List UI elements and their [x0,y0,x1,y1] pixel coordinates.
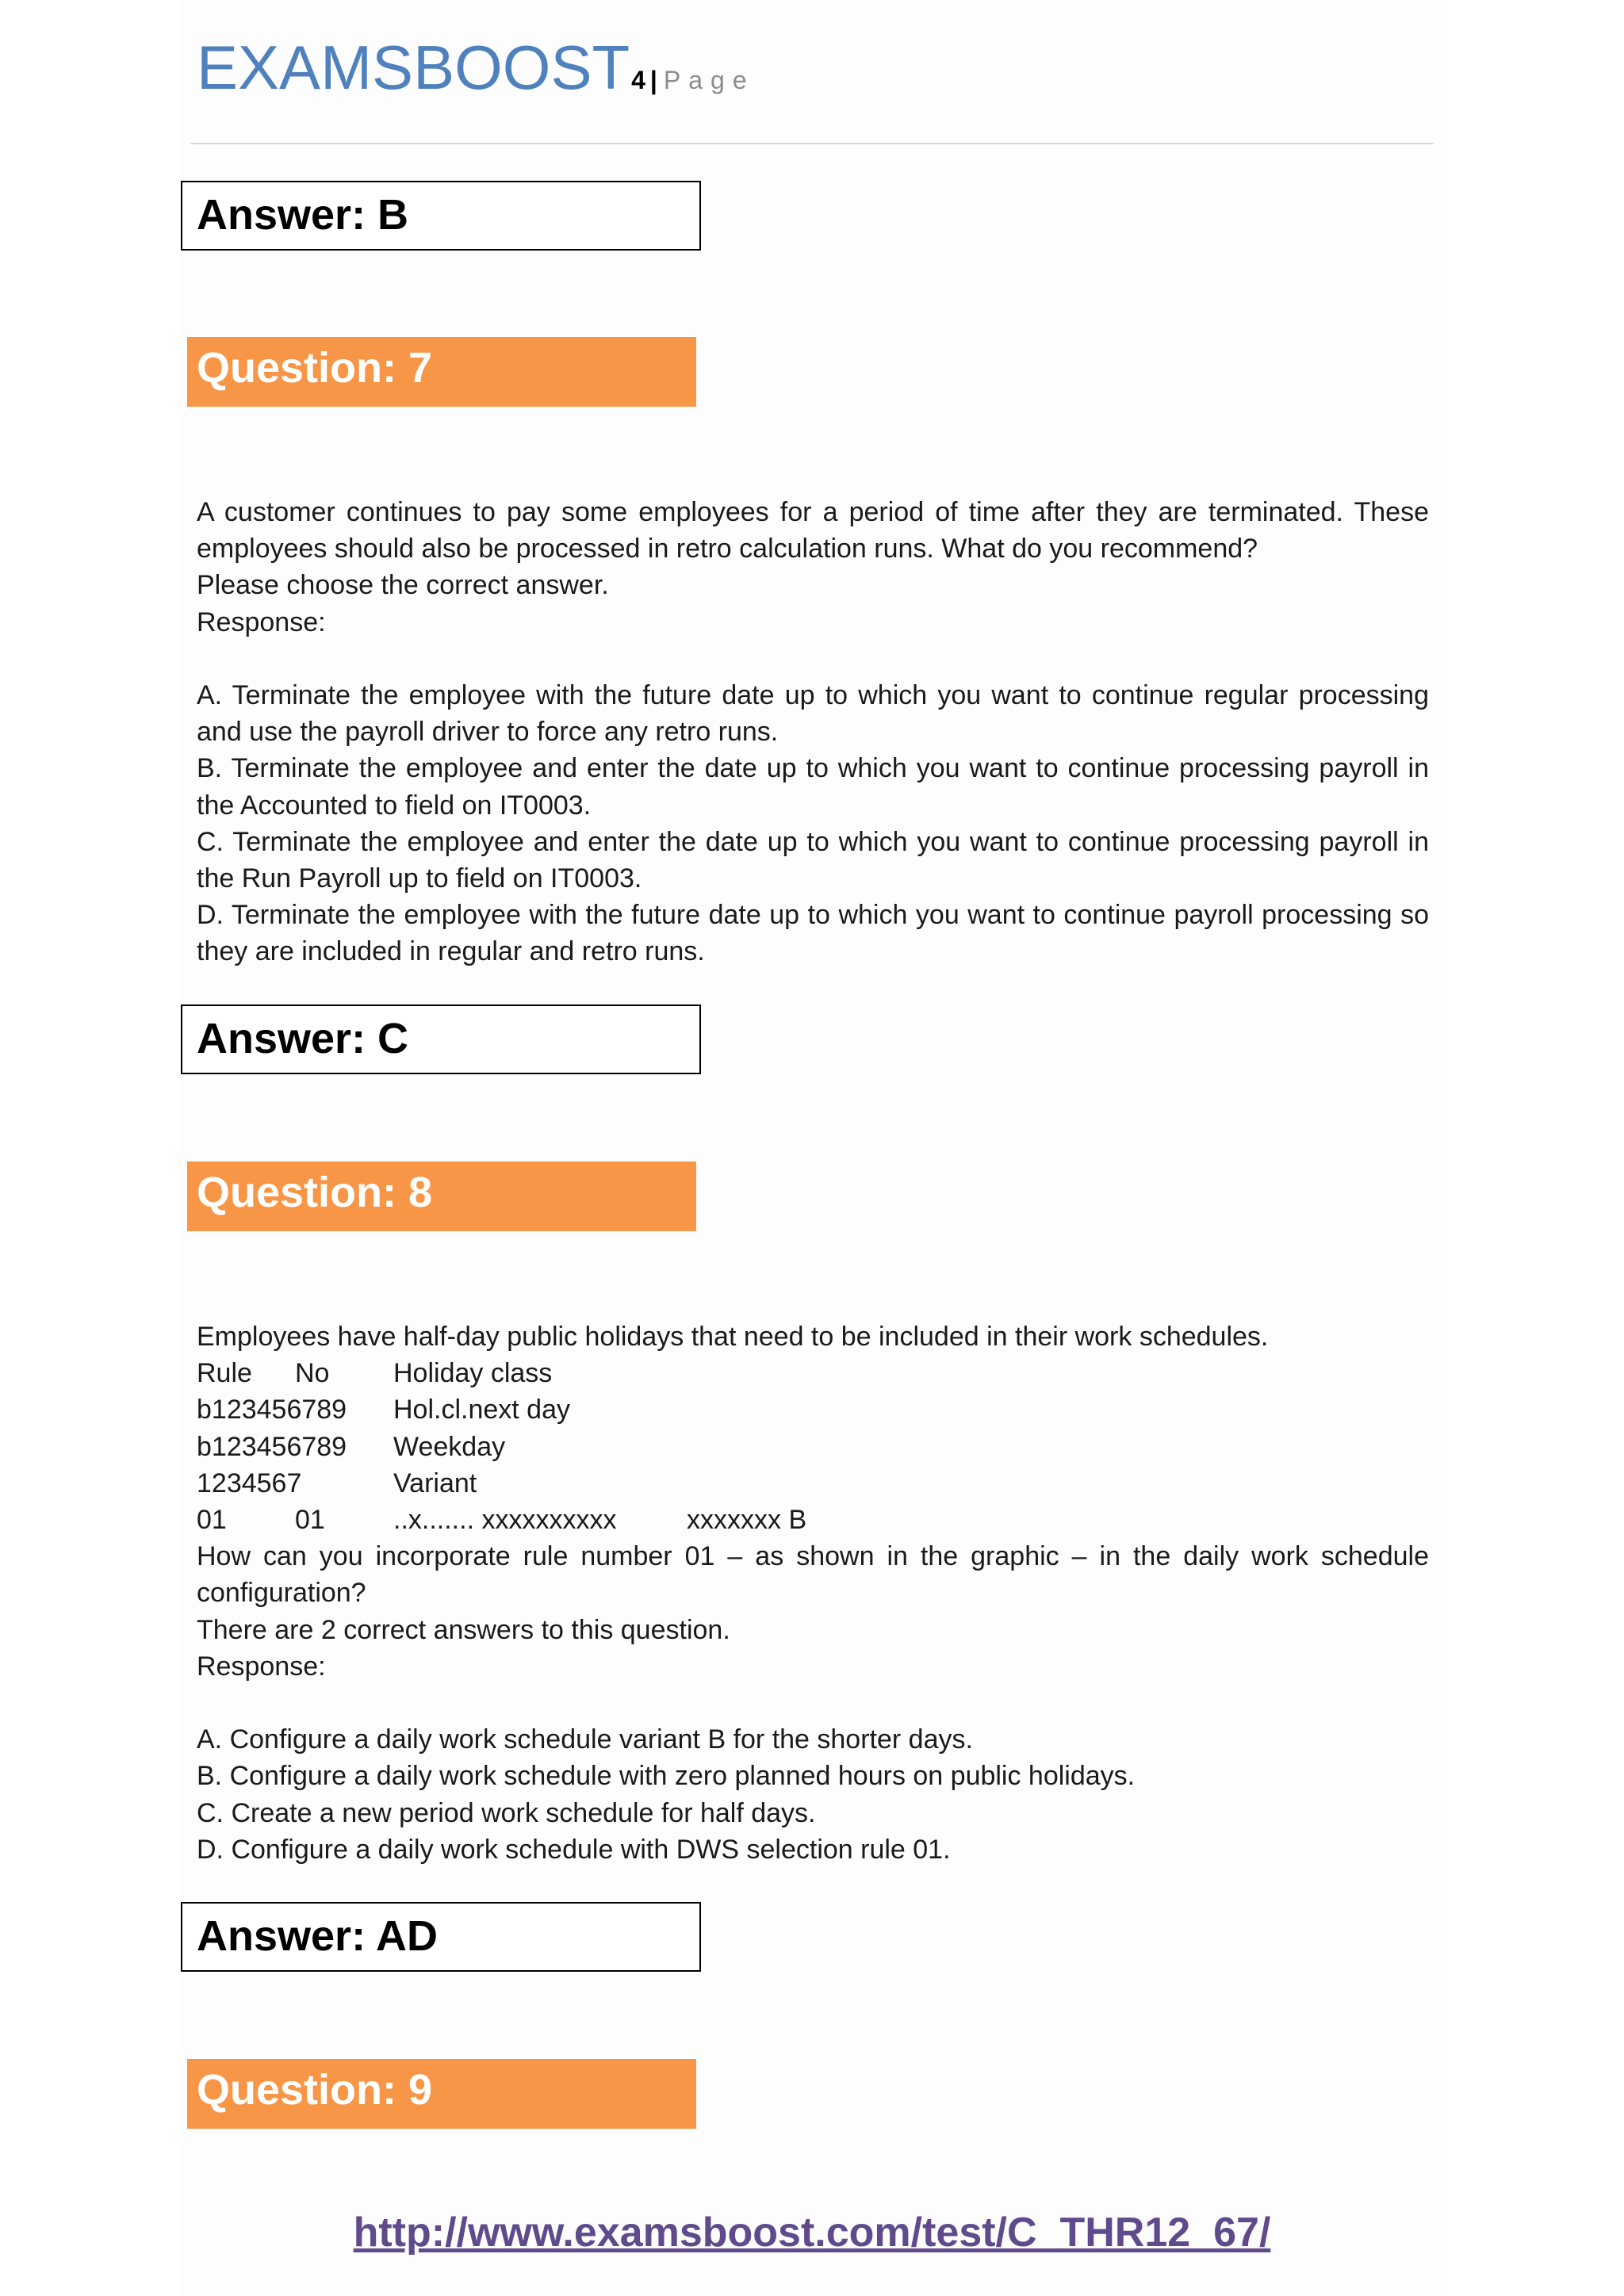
answer-option-d: D. Configure a daily work schedule with DWS selection rule 01. [197,1834,951,1865]
footer-link[interactable]: http://www.examsboost.com/test/C_THR12_67/ [353,2210,1271,2256]
page-header [197,32,755,104]
rule-table-row [197,1429,1429,1465]
rule-cell: 01 [295,1504,325,1535]
question-title: Question: 8 [197,1169,433,1216]
question-stem: A customer continues to pay some employees for a period of time after they are terminated. These employees should also be processed in retro calculation runs. What do you recommend? [197,497,1429,564]
rule-table-header [197,1355,1429,1391]
page-number: 4 [631,66,645,94]
answer-box-q7 [181,1004,701,1074]
answer-option-b: B. Terminate the employee and enter the date up to which you want to continue processing payroll in the Accounted to field on IT0003. [197,753,1429,821]
page-label: Page [663,66,755,94]
page-separator: | [649,66,657,94]
rule-col-holiday-class: Holiday class [393,1358,553,1389]
answer-option-a: A. Terminate the employee with the future date up to which you want to continue regular processing and use the payroll driver to force any retro runs. [197,680,1429,748]
rule-cell: ..x....... xxxxxxxxxx [393,1504,617,1535]
rule-cell: Hol.cl.next day [393,1395,570,1425]
question-header-q9 [187,2059,696,2129]
rule-cell: b123456789 [197,1431,347,1462]
answer-option-a: A. Configure a daily work schedule variant B for the shorter days. [197,1724,973,1755]
answer-option-d: D. Terminate the employee with the future date up to which you want to continue payroll processing so they are included in regular and retro runs. [197,900,1429,967]
question-header-q8 [187,1161,696,1231]
answer-label: Answer: C [197,1015,409,1062]
answer-option-c: C. Terminate the employee and enter the date up to which you want to continue processing payroll in the Run Payroll up to field on IT0003. [197,826,1429,894]
answer-label: Answer: B [197,191,409,239]
rule-cell: Variant [393,1468,477,1498]
question-instruction: Please choose the correct answer. [197,570,609,601]
rule-cell: 1234567 [197,1468,302,1498]
rule-table-row [197,1465,1429,1502]
answer-box-q6 [181,181,701,251]
answer-box-q8 [181,1902,701,1972]
question-text: How can you incorporate rule number 01 – as shown in the graphic – in the daily work schedule configuration? [197,1541,1429,1609]
rule-cell: Weekday [393,1431,506,1462]
question-title: Question: 9 [197,2066,433,2114]
rule-col-rule: Rule [197,1358,252,1389]
answer-label: Answer: AD [197,1912,439,1960]
response-label: Response: [197,607,326,637]
rule-col-no: No [295,1358,330,1389]
rule-cell: xxxxxxx B [687,1504,807,1535]
answer-option-c: C. Create a new period work schedule for half days. [197,1797,816,1828]
rule-cell: 01 [197,1504,227,1535]
question-body-q8 [197,1318,1429,1868]
brand-logo-text: EXAMSBOOST [197,33,630,102]
question-title: Question: 7 [197,344,433,392]
rule-table-row [197,1391,1429,1428]
question-stem: Employees have half-day public holidays that need to be included in their work schedules. [197,1322,1269,1352]
rule-table-row [197,1502,1429,1538]
question-body-q7 [197,494,1429,970]
rule-table [197,1355,1429,1538]
question-instruction: There are 2 correct answers to this question. [197,1614,730,1645]
header-divider [190,143,1434,144]
question-header-q7 [187,337,696,407]
response-label: Response: [197,1651,326,1682]
rule-cell: b123456789 [197,1395,347,1425]
answer-option-b: B. Configure a daily work schedule with zero planned hours on public holidays. [197,1761,1136,1792]
